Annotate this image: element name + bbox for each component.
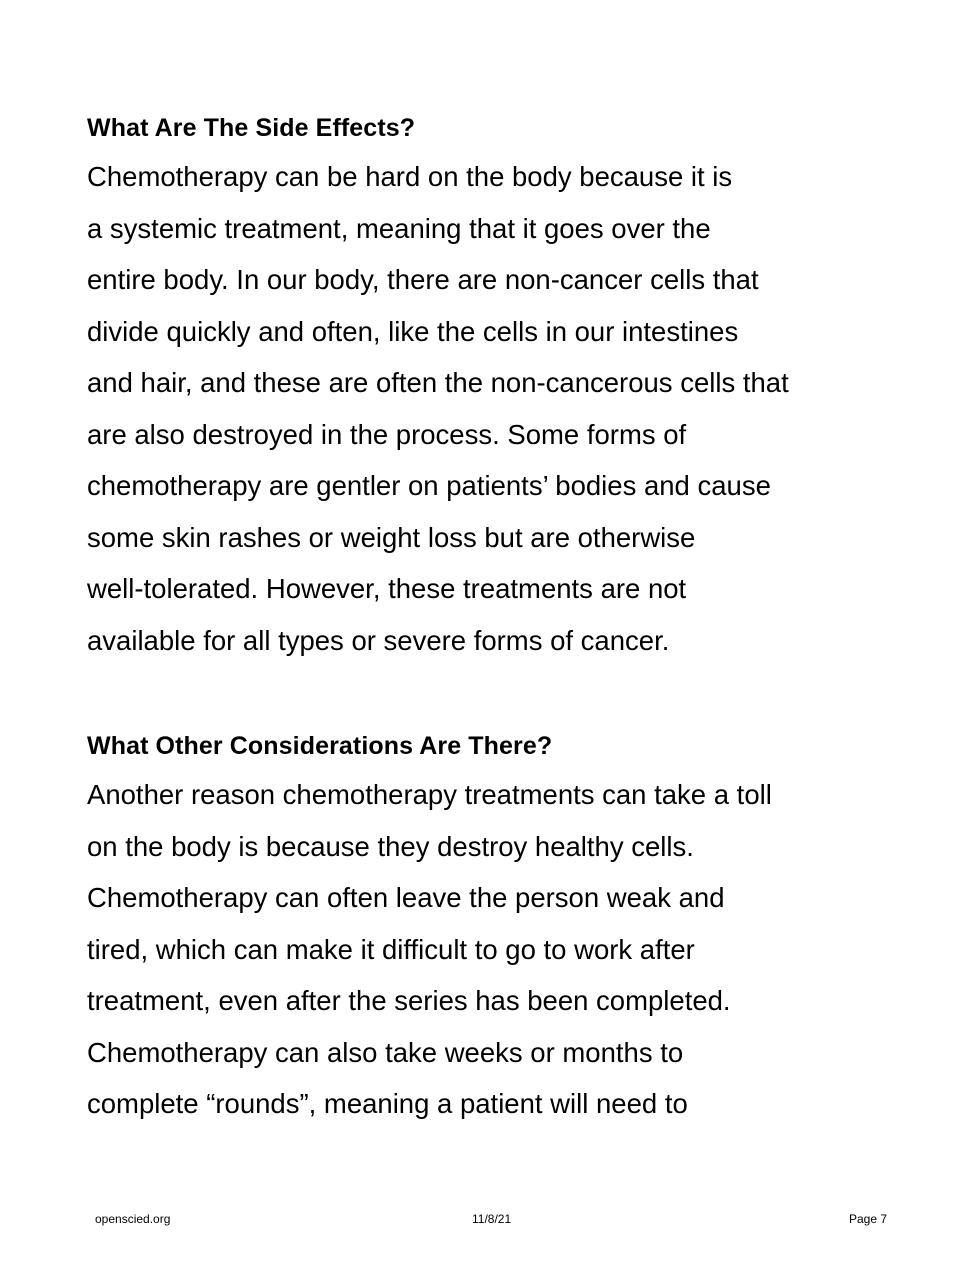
body-line: Chemotherapy can often leave the person weak and — [87, 882, 725, 913]
body-line: a systemic treatment, meaning that it goes over the — [87, 212, 711, 244]
footer-page-number: Page 7 — [849, 1212, 888, 1226]
section-other-considerations — [87, 724, 907, 1130]
section-heading: What Are The Side Effects? — [87, 114, 416, 142]
section-side-effects — [87, 106, 907, 666]
body-line: entire body. In our body, there are non-cancer cells that — [87, 264, 759, 295]
body-line: available for all types or severe forms of cancer. — [87, 624, 670, 656]
body-line: Chemotherapy can also take weeks or months to — [87, 1036, 684, 1068]
body-line: well-tolerated. However, these treatments are not — [87, 573, 687, 604]
body-line: are also destroyed in the process. Some forms of — [87, 418, 687, 450]
body-line: complete “rounds”, meaning a patient will need to — [87, 1088, 688, 1119]
body-line: some skin rashes or weight loss but are otherwise — [87, 521, 696, 553]
body-line: on the body is because they destroy healthy cells. — [87, 830, 694, 862]
body-line: tired, which can make it difficult to go to work after — [87, 933, 695, 965]
section-body — [87, 151, 907, 666]
body-line: chemotherapy are gentler on patients’ bodies and cause — [87, 470, 771, 501]
body-line: treatment, even after the series has been completed. — [87, 985, 731, 1016]
footer-date: 11/8/21 — [472, 1212, 512, 1226]
body-line: and hair, and these are often the non-cancerous cells that — [87, 367, 789, 398]
section-body — [87, 769, 907, 1130]
footer-site: openscied.org — [95, 1212, 171, 1226]
body-line: divide quickly and often, like the cells in our intestines — [87, 315, 739, 347]
body-line: Chemotherapy can be hard on the body because it is — [87, 161, 733, 192]
section-heading: What Other Considerations Are There? — [87, 732, 553, 760]
body-line: Another reason chemotherapy treatments can take a toll — [87, 779, 772, 810]
